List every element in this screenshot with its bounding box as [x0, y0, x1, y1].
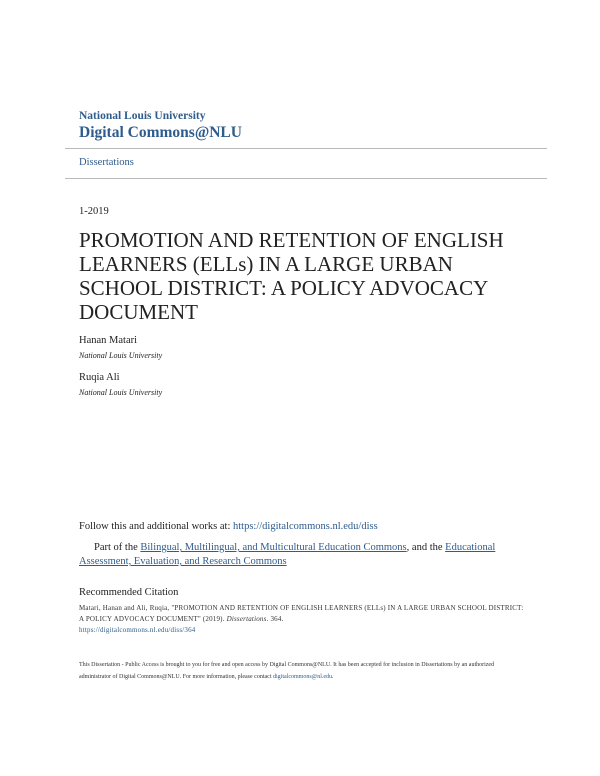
citation-body: Matari, Hanan and Ali, Ruqia, "PROMOTION AND RETENTION OF ENGLISH LEARNERS (ELLs) IN A LARGE URBAN SCHOOL DISTRICT: A POLICY ADVOCACY DOCUMENT" (2019).: [79, 604, 524, 623]
part-of-prefix: Part of the: [94, 542, 141, 553]
collection-link[interactable]: Dissertations: [79, 157, 134, 168]
access-notice: [79, 659, 519, 683]
follow-label: Follow this and additional works at:: [79, 521, 233, 532]
citation-text: [79, 603, 529, 636]
author-name[interactable]: Hanan Matari: [79, 335, 138, 346]
contact-email-link[interactable]: digitalcommons@nl.edu: [273, 674, 333, 680]
author-affiliation: National Louis University: [79, 388, 163, 397]
access-notice-text: This Dissertation - Public Access is brought to you for free and open access by Digital Commons@NLU. It has been accepted for inclusion in Dissertations by an authorized administrator of Digital Commons@NLU. For more information, please contact: [79, 662, 495, 680]
repository-header: [79, 110, 242, 142]
citation-url-link[interactable]: https://digitalcommons.nl.edu/diss/364: [79, 626, 196, 634]
citation-series: Dissertations: [226, 615, 267, 623]
university-name: National Louis University: [79, 110, 206, 122]
access-notice-end: .: [332, 674, 334, 680]
citation-number: . 364.: [266, 615, 284, 623]
part-of-line: [79, 541, 539, 569]
divider: [65, 178, 547, 179]
document-title: PROMOTION AND RETENTION OF ENGLISH LEARNERS (ELLs) IN A LARGE URBAN SCHOOL DISTRICT: A POLICY ADVOCACY DOCUMENT: [79, 228, 504, 324]
follow-line: [79, 521, 378, 532]
author-name[interactable]: Ruqia Ali: [79, 372, 120, 383]
author-affiliation: National Louis University: [79, 351, 163, 360]
recommended-citation-heading: Recommended Citation: [79, 587, 179, 598]
part-of-middle: , and the: [406, 542, 446, 553]
repository-name-link[interactable]: Digital Commons@NLU: [79, 124, 242, 141]
publication-date: 1-2019: [79, 206, 109, 217]
divider: [65, 148, 547, 149]
bilingual-education-commons-link[interactable]: Bilingual, Multilingual, and Multicultural Education Commons: [140, 542, 407, 553]
collection-url-link[interactable]: https://digitalcommons.nl.edu/diss: [233, 521, 378, 532]
educational-assessment-commons-link[interactable]: Educational Assessment, Evaluation, and Research Commons: [79, 542, 496, 567]
